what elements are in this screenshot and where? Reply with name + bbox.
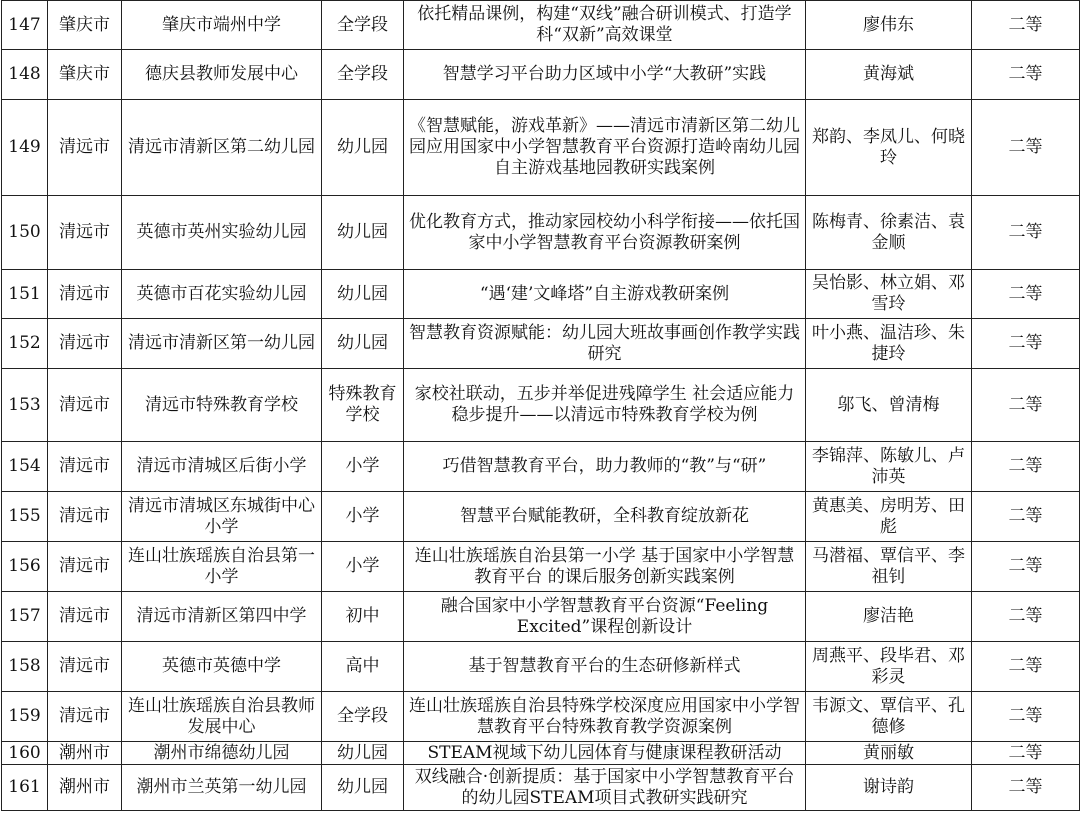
authors-cell: 马潜福、覃信平、李祖钊 bbox=[806, 542, 972, 592]
award-cell: 二等 bbox=[972, 1, 1080, 50]
authors-cell: 廖洁艳 bbox=[806, 592, 972, 642]
table-body bbox=[2, 1, 1080, 811]
stage-cell: 幼儿园 bbox=[322, 319, 404, 369]
unit-cell: 连山壮族瑶族自治县教师发展中心 bbox=[122, 692, 322, 742]
authors-cell: 廖伟东 bbox=[806, 1, 972, 50]
stage-cell: 幼儿园 bbox=[322, 742, 404, 765]
project-title-cell: 连山壮族瑶族自治县第一小学 基于国家中小学智慧教育平台 的课后服务创新实践案例 bbox=[404, 542, 806, 592]
award-cell: 二等 bbox=[972, 196, 1080, 270]
authors-cell: 叶小燕、温洁珍、朱捷玲 bbox=[806, 319, 972, 369]
stage-cell: 幼儿园 bbox=[322, 100, 404, 196]
table-row bbox=[2, 692, 1080, 742]
city-cell: 清远市 bbox=[48, 442, 122, 492]
stage-cell: 小学 bbox=[322, 442, 404, 492]
unit-cell: 潮州市兰英第一幼儿园 bbox=[122, 765, 322, 811]
table-row bbox=[2, 369, 1080, 442]
award-cell: 二等 bbox=[972, 270, 1080, 319]
row-number-cell: 158 bbox=[2, 642, 48, 692]
table-row bbox=[2, 592, 1080, 642]
city-cell: 肇庆市 bbox=[48, 1, 122, 50]
row-number-cell: 155 bbox=[2, 492, 48, 542]
row-number-cell: 148 bbox=[2, 50, 48, 100]
project-title-cell: 巧借智慧教育平台，助力教师的“教”与“研” bbox=[404, 442, 806, 492]
city-cell: 清远市 bbox=[48, 592, 122, 642]
unit-cell: 英德市英德中学 bbox=[122, 642, 322, 692]
table-row bbox=[2, 50, 1080, 100]
city-cell: 清远市 bbox=[48, 319, 122, 369]
project-title-cell: 《智慧赋能，游戏革新》——清远市清新区第二幼儿园应用国家中小学智慧教育平台资源打造岭南幼儿园自主游戏基地园教研实践案例 bbox=[404, 100, 806, 196]
project-title-cell: 智慧平台赋能教研，全科教育绽放新花 bbox=[404, 492, 806, 542]
stage-cell: 全学段 bbox=[322, 692, 404, 742]
table-row bbox=[2, 542, 1080, 592]
award-cell: 二等 bbox=[972, 319, 1080, 369]
stage-cell: 小学 bbox=[322, 492, 404, 542]
stage-cell: 幼儿园 bbox=[322, 765, 404, 811]
stage-cell: 初中 bbox=[322, 592, 404, 642]
row-number-cell: 150 bbox=[2, 196, 48, 270]
authors-cell: 周燕平、段毕君、邓彩灵 bbox=[806, 642, 972, 692]
authors-cell: 黄丽敏 bbox=[806, 742, 972, 765]
project-title-cell: 双线融合·创新提质：基于国家中小学智慧教育平台的幼儿园STEAM项目式教研实践研究 bbox=[404, 765, 806, 811]
award-cell: 二等 bbox=[972, 50, 1080, 100]
unit-cell: 连山壮族瑶族自治县第一小学 bbox=[122, 542, 322, 592]
city-cell: 清远市 bbox=[48, 369, 122, 442]
award-cell: 二等 bbox=[972, 592, 1080, 642]
table-row bbox=[2, 270, 1080, 319]
authors-cell: 谢诗韵 bbox=[806, 765, 972, 811]
unit-cell: 清远市清新区第四中学 bbox=[122, 592, 322, 642]
unit-cell: 清远市清新区第二幼儿园 bbox=[122, 100, 322, 196]
table-row bbox=[2, 196, 1080, 270]
row-number-cell: 157 bbox=[2, 592, 48, 642]
award-cell: 二等 bbox=[972, 542, 1080, 592]
award-cell: 二等 bbox=[972, 369, 1080, 442]
unit-cell: 英德市英州实验幼儿园 bbox=[122, 196, 322, 270]
city-cell: 清远市 bbox=[48, 270, 122, 319]
project-title-cell: 家校社联动，五步并举促进残障学生 社会适应能力稳步提升——以清远市特殊教育学校为例 bbox=[404, 369, 806, 442]
project-title-cell: 智慧学习平台助力区域中小学“大教研”实践 bbox=[404, 50, 806, 100]
row-number-cell: 151 bbox=[2, 270, 48, 319]
project-title-cell: 连山壮族瑶族自治县特殊学校深度应用国家中小学智慧教育平台特殊教育教学资源案例 bbox=[404, 692, 806, 742]
row-number-cell: 156 bbox=[2, 542, 48, 592]
city-cell: 清远市 bbox=[48, 542, 122, 592]
table-row bbox=[2, 1, 1080, 50]
stage-cell: 特殊教育学校 bbox=[322, 369, 404, 442]
unit-cell: 英德市百花实验幼儿园 bbox=[122, 270, 322, 319]
city-cell: 清远市 bbox=[48, 100, 122, 196]
unit-cell: 肇庆市端州中学 bbox=[122, 1, 322, 50]
award-cell: 二等 bbox=[972, 692, 1080, 742]
row-number-cell: 154 bbox=[2, 442, 48, 492]
table-row bbox=[2, 319, 1080, 369]
city-cell: 清远市 bbox=[48, 196, 122, 270]
authors-cell: 韦源文、覃信平、孔德修 bbox=[806, 692, 972, 742]
award-cell: 二等 bbox=[972, 642, 1080, 692]
project-title-cell: STEAM视域下幼儿园体育与健康课程教研活动 bbox=[404, 742, 806, 765]
award-cell: 二等 bbox=[972, 492, 1080, 542]
stage-cell: 小学 bbox=[322, 542, 404, 592]
stage-cell: 全学段 bbox=[322, 1, 404, 50]
project-title-cell: 智慧教育资源赋能：幼儿园大班故事画创作教学实践研究 bbox=[404, 319, 806, 369]
authors-cell: 陈梅青、徐素洁、袁金顺 bbox=[806, 196, 972, 270]
project-title-cell: 融合国家中小学智慧教育平台资源“Feeling Excited”课程创新设计 bbox=[404, 592, 806, 642]
city-cell: 潮州市 bbox=[48, 765, 122, 811]
stage-cell: 全学段 bbox=[322, 50, 404, 100]
row-number-cell: 147 bbox=[2, 1, 48, 50]
unit-cell: 清远市清城区东城街中心小学 bbox=[122, 492, 322, 542]
table-row bbox=[2, 100, 1080, 196]
project-title-cell: 依托精品课例，构建“双线”融合研训模式、打造学科“双新”高效课堂 bbox=[404, 1, 806, 50]
table-row bbox=[2, 642, 1080, 692]
authors-cell: 黄惠美、房明芳、田彪 bbox=[806, 492, 972, 542]
row-number-cell: 153 bbox=[2, 369, 48, 442]
table-row bbox=[2, 742, 1080, 765]
project-title-cell: “遇‘建’文峰塔”自主游戏教研案例 bbox=[404, 270, 806, 319]
award-cell: 二等 bbox=[972, 442, 1080, 492]
row-number-cell: 161 bbox=[2, 765, 48, 811]
award-cell: 二等 bbox=[972, 742, 1080, 765]
authors-cell: 邬飞、曾清梅 bbox=[806, 369, 972, 442]
project-title-cell: 基于智慧教育平台的生态研修新样式 bbox=[404, 642, 806, 692]
authors-cell: 吴怡影、林立娟、邓雪玲 bbox=[806, 270, 972, 319]
stage-cell: 高中 bbox=[322, 642, 404, 692]
unit-cell: 德庆县教师发展中心 bbox=[122, 50, 322, 100]
authors-cell: 郑韵、李凤儿、何晓玲 bbox=[806, 100, 972, 196]
award-cell: 二等 bbox=[972, 765, 1080, 811]
project-title-cell: 优化教育方式，推动家园校幼小科学衔接——依托国家中小学智慧教育平台资源教研案例 bbox=[404, 196, 806, 270]
row-number-cell: 149 bbox=[2, 100, 48, 196]
row-number-cell: 152 bbox=[2, 319, 48, 369]
city-cell: 潮州市 bbox=[48, 742, 122, 765]
city-cell: 清远市 bbox=[48, 492, 122, 542]
row-number-cell: 160 bbox=[2, 742, 48, 765]
unit-cell: 潮州市绵德幼儿园 bbox=[122, 742, 322, 765]
unit-cell: 清远市清城区后街小学 bbox=[122, 442, 322, 492]
unit-cell: 清远市特殊教育学校 bbox=[122, 369, 322, 442]
city-cell: 清远市 bbox=[48, 692, 122, 742]
city-cell: 清远市 bbox=[48, 642, 122, 692]
city-cell: 肇庆市 bbox=[48, 50, 122, 100]
table-row bbox=[2, 492, 1080, 542]
stage-cell: 幼儿园 bbox=[322, 270, 404, 319]
table-row bbox=[2, 442, 1080, 492]
award-cell: 二等 bbox=[972, 100, 1080, 196]
table-row bbox=[2, 765, 1080, 811]
row-number-cell: 159 bbox=[2, 692, 48, 742]
authors-cell: 黄海斌 bbox=[806, 50, 972, 100]
award-list-table bbox=[1, 0, 1080, 811]
stage-cell: 幼儿园 bbox=[322, 196, 404, 270]
authors-cell: 李锦萍、陈敏儿、卢沛英 bbox=[806, 442, 972, 492]
unit-cell: 清远市清新区第一幼儿园 bbox=[122, 319, 322, 369]
